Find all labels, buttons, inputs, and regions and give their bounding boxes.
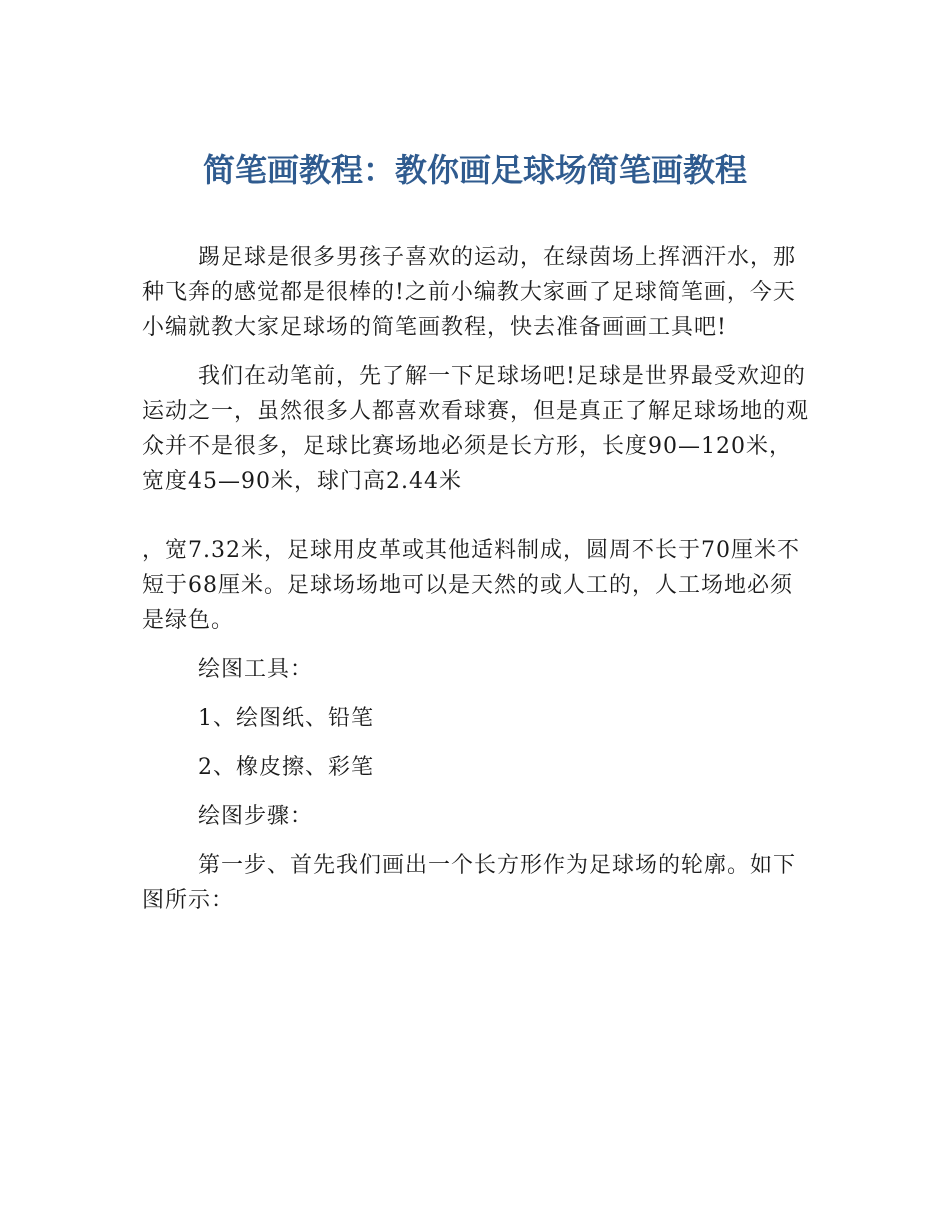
tool-item-2: 2、橡皮擦、彩笔 bbox=[198, 755, 374, 780]
paragraph-intro: 踢足球是很多男孩子喜欢的运动，在绿茵场上挥洒汗水，那种飞奔的感觉都是很棒的!之前小编教大家画了足球简笔画，今天小编就教大家足球场的简笔画教程，快去准备画画工具吧! bbox=[142, 245, 797, 340]
paragraph-field-info-1: 我们在动笔前，先了解一下足球场吧!足球是世界最受欢迎的运动之一，虽然很多人都喜欢看球赛，但是真正了解足球场地的观众并不是很多，足球比赛场地必须是长方形，长度90—120米，宽度45—90米，球门高2.44米 bbox=[142, 364, 810, 494]
paragraph-field-info-2: ，宽7.32米，足球用皮革或其他适料制成，圆周不长于70厘米不短于68厘米。足球场场地可以是天然的或人工的，人工场地必须是绿色。 bbox=[142, 538, 800, 633]
document-title: 简笔画教程：教你画足球场简笔画教程 bbox=[202, 151, 747, 189]
step-1: 第一步、首先我们画出一个长方形作为足球场的轮廓。如下图所示： bbox=[142, 853, 797, 913]
steps-heading: 绘图步骤： bbox=[198, 804, 314, 829]
tools-heading: 绘图工具： bbox=[198, 657, 314, 682]
document-body bbox=[142, 240, 814, 932]
tool-item-1: 1、绘图纸、铅笔 bbox=[198, 706, 374, 731]
